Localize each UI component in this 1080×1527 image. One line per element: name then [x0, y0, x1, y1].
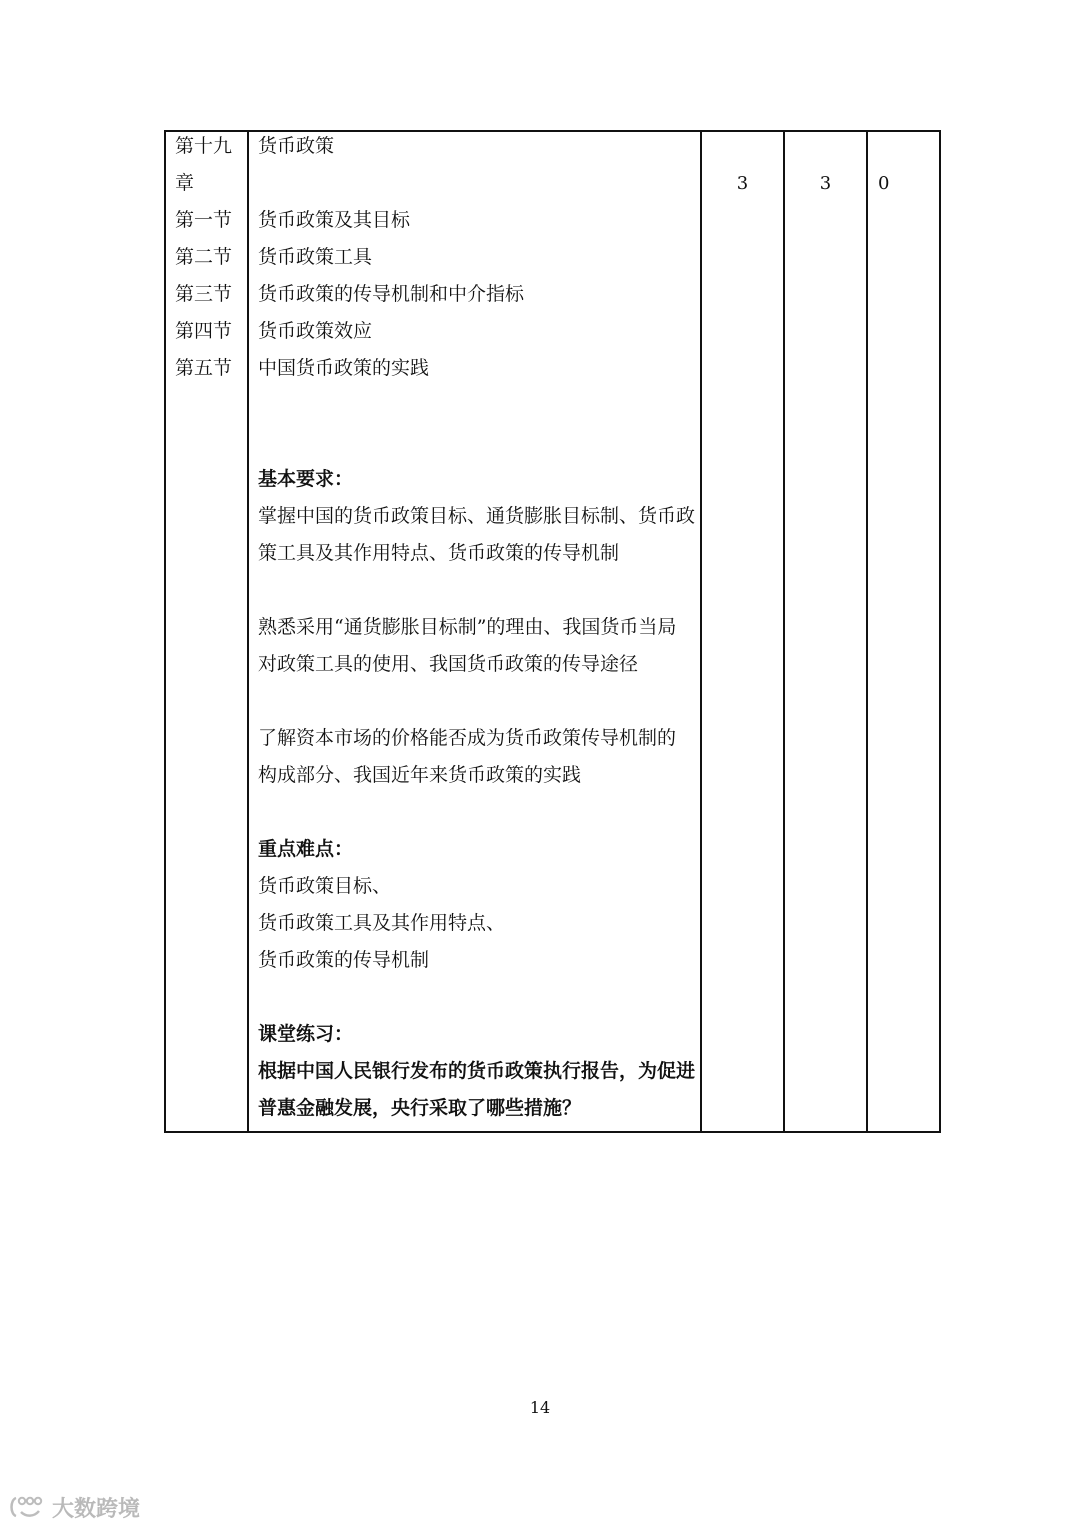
section-number: 第五节 — [175, 357, 233, 379]
chapter-number-line: 章 — [175, 172, 195, 194]
requirement-familiar-line: 对政策工具的使用、我国货币政策的传导途径 — [258, 653, 639, 675]
key-point-item: 货币政策工具及其作用特点、 — [258, 912, 506, 934]
page-number: 14 — [529, 1398, 551, 1417]
requirement-understand-line: 构成部分、我国近年来货币政策的实践 — [258, 764, 582, 786]
chapter-column — [165, 131, 248, 1132]
hours-column-3 — [867, 131, 940, 1132]
course-schedule-table — [164, 130, 941, 1133]
watermark — [8, 1490, 140, 1524]
key-point-item: 货币政策目标、 — [258, 875, 392, 897]
chapter-title: 货币政策 — [258, 135, 335, 157]
hours-column-1 — [701, 131, 784, 1132]
requirement-understand-line: 了解资本市场的价格能否成为货币政策传导机制的 — [258, 727, 677, 749]
section-title: 货币政策工具 — [258, 246, 373, 268]
chapter-number-line: 第十九 — [175, 135, 233, 157]
requirement-familiar-line: 熟悉采用“通货膨胀目标制”的理由、我国货币当局 — [258, 616, 677, 638]
basic-requirements-heading: 基本要求： — [258, 468, 354, 490]
key-point-item: 货币政策的传导机制 — [258, 949, 430, 971]
section-title: 中国货币政策的实践 — [258, 357, 430, 379]
section-title: 货币政策及其目标 — [258, 209, 411, 231]
section-title: 货币政策的传导机制和中介指标 — [258, 283, 525, 305]
section-number: 第四节 — [175, 320, 233, 342]
content-column — [248, 131, 701, 1132]
hours-value: 3 — [819, 173, 832, 194]
hours-value: 3 — [736, 173, 749, 194]
hours-column-2 — [784, 131, 867, 1132]
requirement-master-line: 掌握中国的货币政策目标、通货膨胀目标制、货币政 — [258, 505, 696, 527]
exercise-line: 根据中国人民银行发布的货币政策执行报告，为促进 — [258, 1060, 696, 1082]
section-number: 第一节 — [175, 209, 233, 231]
hours-value: 0 — [878, 173, 890, 194]
watermark-text: 大数跨境 — [52, 1496, 141, 1522]
section-title: 货币政策效应 — [258, 320, 373, 342]
exercise-heading: 课堂练习： — [258, 1023, 354, 1045]
table-row — [165, 131, 940, 1132]
section-number: 第二节 — [175, 246, 233, 268]
watermark-logo-icon — [8, 1492, 48, 1522]
key-points-heading: 重点难点： — [258, 838, 354, 860]
section-number: 第三节 — [175, 283, 233, 305]
requirement-master-line: 策工具及其作用特点、货币政策的传导机制 — [258, 542, 620, 564]
exercise-line: 普惠金融发展，央行采取了哪些措施？ — [258, 1097, 582, 1119]
